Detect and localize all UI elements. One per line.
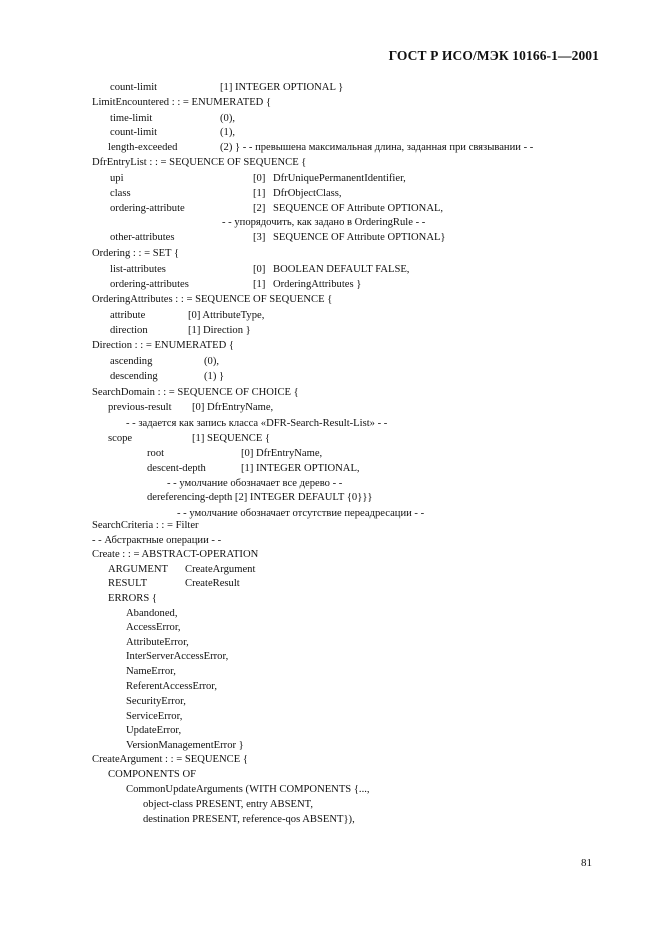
code-text: LimitEncountered : : = ENUMERATED { [92,97,272,108]
code-text: (1) } [204,371,225,382]
code-text: [1] INTEGER OPTIONAL, [241,463,360,474]
code-line [0,784,661,797]
code-text: object-class PRESENT, entry ABSENT, [143,799,313,810]
code-text: CreateArgument [185,564,256,575]
code-text: UpdateError, [126,725,182,736]
code-line [0,622,661,635]
code-text: OrderingAttributes } [273,279,362,290]
code-line [0,549,661,562]
code-text: [0] [253,264,266,275]
code-line [0,113,661,126]
code-text: scope [108,433,133,444]
code-text: - - Абстрактные операции - - [92,535,222,546]
code-text: (2) } - - превышена максимальная длина, заданная при связывании - - [220,142,534,153]
code-text: [1] SEQUENCE { [192,433,271,444]
code-text: root [147,448,165,459]
code-text: SEQUENCE OF Attribute OPTIONAL, [273,203,444,214]
code-line [0,681,661,694]
code-line [0,127,661,140]
code-line [0,666,661,679]
code-line [0,188,661,201]
code-line [0,711,661,724]
code-text: ordering-attributes [110,279,189,290]
code-line [0,157,661,170]
code-text: previous-result [108,402,172,413]
code-text: OrderingAttributes : : = SEQUENCE OF SEQUENCE { [92,294,333,305]
code-text: CommonUpdateArguments (WITH COMPONENTS {..., [126,784,370,795]
code-text: CreateArgument : : = SEQUENCE { [92,754,248,765]
code-text: CreateResult [185,578,240,589]
code-text: DfrObjectClass, [273,188,342,199]
code-text: Direction : : = ENUMERATED { [92,340,234,351]
code-text: - - умолчание обозначает отсутствие переадресации - - [177,508,425,519]
code-line [0,203,661,216]
code-line [0,448,661,461]
code-line [0,463,661,476]
code-line [0,608,661,621]
code-text: attribute [110,310,146,321]
code-text: [1] [253,188,266,199]
code-line [0,232,661,245]
code-line [0,814,661,827]
code-line [0,433,661,446]
code-text: list-attributes [110,264,166,275]
code-line [0,769,661,782]
code-line [0,535,661,548]
code-text: VersionManagementError } [126,740,244,751]
code-line [0,387,661,400]
code-line [0,492,661,505]
code-text: time-limit [110,113,153,124]
code-text: InterServerAccessError, [126,651,229,662]
code-line [0,325,661,338]
code-text: [3] [253,232,266,243]
code-line [0,740,661,753]
code-text: (0), [204,356,220,367]
code-line [0,142,661,155]
code-text: ERRORS { [108,593,157,604]
code-line [0,593,661,606]
code-text: [2] [253,203,266,214]
code-text: direction [110,325,148,336]
code-text: class [110,188,131,199]
code-line [0,82,661,95]
code-line [0,478,661,491]
code-text: Abandoned, [126,608,178,619]
code-line [0,264,661,277]
code-text: [0] AttributeType, [188,310,265,321]
code-line [0,578,661,591]
code-line [0,520,661,533]
code-text: SearchCriteria : : = Filter [92,520,199,531]
code-line [0,310,661,323]
code-text: - - умолчание обозначает все дерево - - [167,478,343,489]
code-line [0,173,661,186]
code-text: [1] INTEGER OPTIONAL } [220,82,344,93]
code-text: length-exceeded [108,142,178,153]
code-text: Ordering : : = SET { [92,248,180,259]
code-text: [0] DfrEntryName, [241,448,323,459]
code-text: descent-depth [147,463,206,474]
code-text: ascending [110,356,153,367]
code-text: (1), [220,127,236,138]
document-header: ГОСТ Р ИСО/МЭК 10166-1—2001 [388,48,599,63]
code-line [0,418,661,431]
code-text: destination PRESENT, reference-qos ABSENT}), [143,814,355,825]
code-text: AccessError, [126,622,181,633]
code-text: SEQUENCE OF Attribute OPTIONAL} [273,232,446,243]
code-text: DfrUniquePermanentIdentifier, [273,173,406,184]
code-line [0,799,661,812]
code-text: [0] DfrEntryName, [192,402,274,413]
code-text: ARGUMENT [108,564,169,575]
code-text: COMPONENTS OF [108,769,197,780]
code-text: ReferentAccessError, [126,681,218,692]
code-text: AttributeError, [126,637,189,648]
code-line [0,356,661,369]
code-text: descending [110,371,158,382]
code-text: DfrEntryList : : = SEQUENCE OF SEQUENCE { [92,157,307,168]
code-text: count-limit [110,82,158,93]
code-text: SecurityError, [126,696,186,707]
code-line [0,294,661,307]
code-line [0,564,661,577]
code-text: count-limit [110,127,158,138]
code-text: (0), [220,113,236,124]
code-text: ServiceError, [126,711,183,722]
code-line [0,217,661,230]
code-text: other-attributes [110,232,175,243]
code-text: ordering-attribute [110,203,185,214]
code-text: RESULT [108,578,148,589]
code-text: upi [110,173,124,184]
code-text: [1] [253,279,266,290]
code-line [0,696,661,709]
code-text: Create : : = ABSTRACT-OPERATION [92,549,259,560]
code-line [0,371,661,384]
code-text: dereferencing-depth [2] INTEGER DEFAULT {0}}} [147,492,373,503]
code-line [0,637,661,650]
code-line [0,754,661,767]
code-text: [0] [253,173,266,184]
page-number: 81 [581,857,592,869]
code-line [0,279,661,292]
code-line [0,340,661,353]
code-line [0,402,661,415]
code-line [0,725,661,738]
code-text: NameError, [126,666,176,677]
code-text: - - упорядочить, как задано в OrderingRule - - [222,217,426,228]
code-text: [1] Direction } [188,325,251,336]
code-text: BOOLEAN DEFAULT FALSE, [273,264,410,275]
code-text: SearchDomain : : = SEQUENCE OF CHOICE { [92,387,299,398]
code-line [0,248,661,261]
code-text: - - задается как запись класса «DFR-Search-Result-List» - - [126,418,388,429]
code-line [0,651,661,664]
code-line [0,97,661,110]
